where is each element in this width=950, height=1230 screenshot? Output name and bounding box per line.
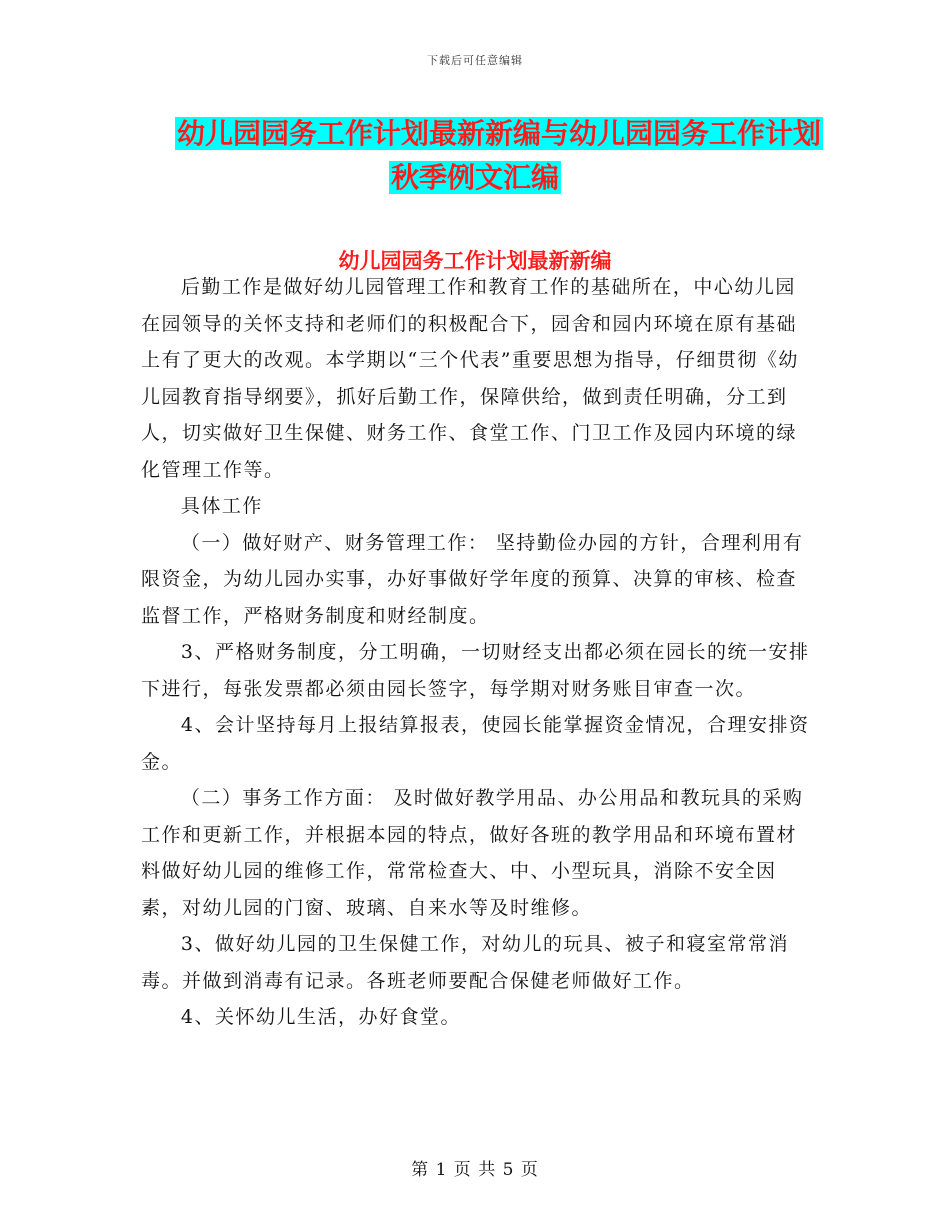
- section-heading: 幼儿园园务工作计划最新新编: [338, 248, 612, 273]
- paragraph-affairs: （二）事务工作方面： 及时做好教学用品、办公用品和教玩具的采购工作和更新工作，并根据本园的特点，做好各班的教学用品和环境布置材料做好幼儿园的维修工作，常常检查大、中、小型玩具，消除不安全因素，对幼儿园的门窗、玻璃、自来水等及时维修。: [141, 787, 804, 919]
- paragraph-specific-work: 具体工作: [180, 495, 263, 517]
- paragraph-affairs-3: 3、做好幼儿园的卫生保健工作，对幼儿的玩具、被子和寝室常常消毒。并做到消毒有记录。各班老师要配合保健老师做好工作。: [141, 933, 789, 992]
- body-content: [141, 269, 811, 1036]
- title-line-1-text: 幼儿园园务工作计划最新新编与幼儿园园务工作计划: [176, 117, 821, 150]
- title-line-2: [0, 156, 950, 200]
- paragraph-finance-4: 4、会计坚持每月上报结算报表，使园长能掌握资金情况，合理安排资金。: [141, 714, 810, 773]
- title-line-1: [0, 112, 950, 156]
- page-number-footer: 第 1 页 共 5 页: [411, 1160, 539, 1180]
- title-line-2-text: 秋季例文汇编: [390, 161, 559, 194]
- document-title: [0, 112, 950, 200]
- paragraph-affairs-4: 4、关怀幼儿生活，办好食堂。: [180, 1006, 461, 1028]
- paragraph-finance: （一）做好财产、财务管理工作： 坚持勤俭办园的方针，合理利用有限资金，为幼儿园办实事，办好事做好学年度的预算、决算的审核、检查监督工作，严格财务制度和财经制度。: [141, 531, 804, 627]
- header-note: 下载后可任意编辑: [427, 54, 523, 67]
- paragraph-finance-3: 3、严格财务制度，分工明确，一切财经支出都必须在园长的统一安排下进行，每张发票都必须由园长签字，每学期对财务账目审查一次。: [141, 641, 810, 700]
- paragraph-intro: 后勤工作是做好幼儿园管理工作和教育工作的基础所在，中心幼儿园在园领导的关怀支持和老师们的积极配合下，园舍和园内环境在原有基础上有了更大的改观。本学期以“三个代表”重要思想为指导，仔细贯彻《幼儿园教育指导纲要》，抓好后勤工作，保障供给，做到责任明确，分工到人，切实做好卫生保健、财务工作、食堂工作、门卫工作及园内环境的绿化管理工作等。: [141, 276, 799, 481]
